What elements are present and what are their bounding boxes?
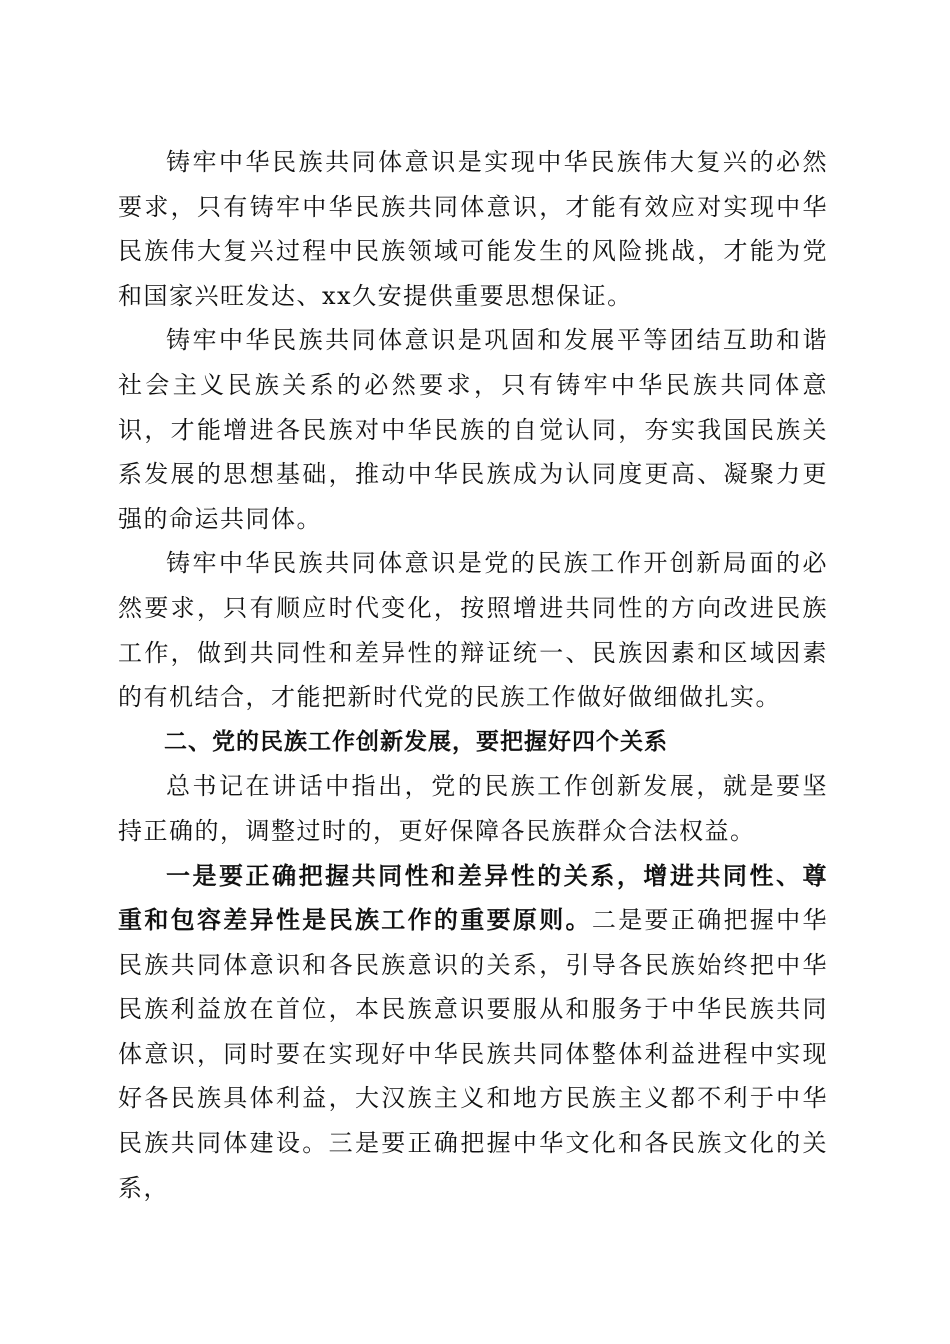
paragraph-relations-lead: 一是要正确把握共同性和差异性的关系，增进共同性、尊重和包容差异性是民族工作的重要原则。 <box>118 860 828 935</box>
section-heading: 二、党的民族工作创新发展，要把握好四个关系 <box>164 728 668 755</box>
paragraph-relations <box>118 854 828 1211</box>
paragraph-1: 铸牢中华民族共同体意识是实现中华民族伟大复兴的必然要求，只有铸牢中华民族共同体意识，才能有效应对实现中华民族伟大复兴过程中民族领域可能发生的风险挑战，才能为党和国家兴旺发达、xx久安提供重要思想保证。 <box>118 148 828 310</box>
paragraph-relations-rest: 二是要正确把握中华民族共同体意识和各民族意识的关系，引导各民族始终把中华民族利益放在首位，本民族意识要服从和服务于中华民族共同体意识，同时要在实现好中华民族共同体整体利益进程中实现好各民族具体利益，大汉族主义和地方民族主义都不利于中华民族共同体建设。三是要正确把握中华文化和各民族文化的关系， <box>118 906 829 1202</box>
paragraph-2: 铸牢中华民族共同体意识是巩固和发展平等团结互助和谐社会主义民族关系的必然要求，只有铸牢中华民族共同体意识，才能增进各民族对中华民族的自觉认同，夯实我国民族关系发展的思想基础，推动中华民族成为认同度更高、凝聚力更强的命运共同体。 <box>118 326 828 533</box>
document-body <box>118 140 828 1210</box>
paragraph-intro: 总书记在讲话中指出，党的民族工作创新发展，就是要坚持正确的，调整过时的，更好保障各民族群众合法权益。 <box>118 772 828 845</box>
paragraph-3: 铸牢中华民族共同体意识是党的民族工作开创新局面的必然要求，只有顺应时代变化，按照增进共同性的方向改进民族工作，做到共同性和差异性的辩证统一、民族因素和区域因素的有机结合，才能把新时代党的民族工作做好做细做扎实。 <box>118 549 828 712</box>
